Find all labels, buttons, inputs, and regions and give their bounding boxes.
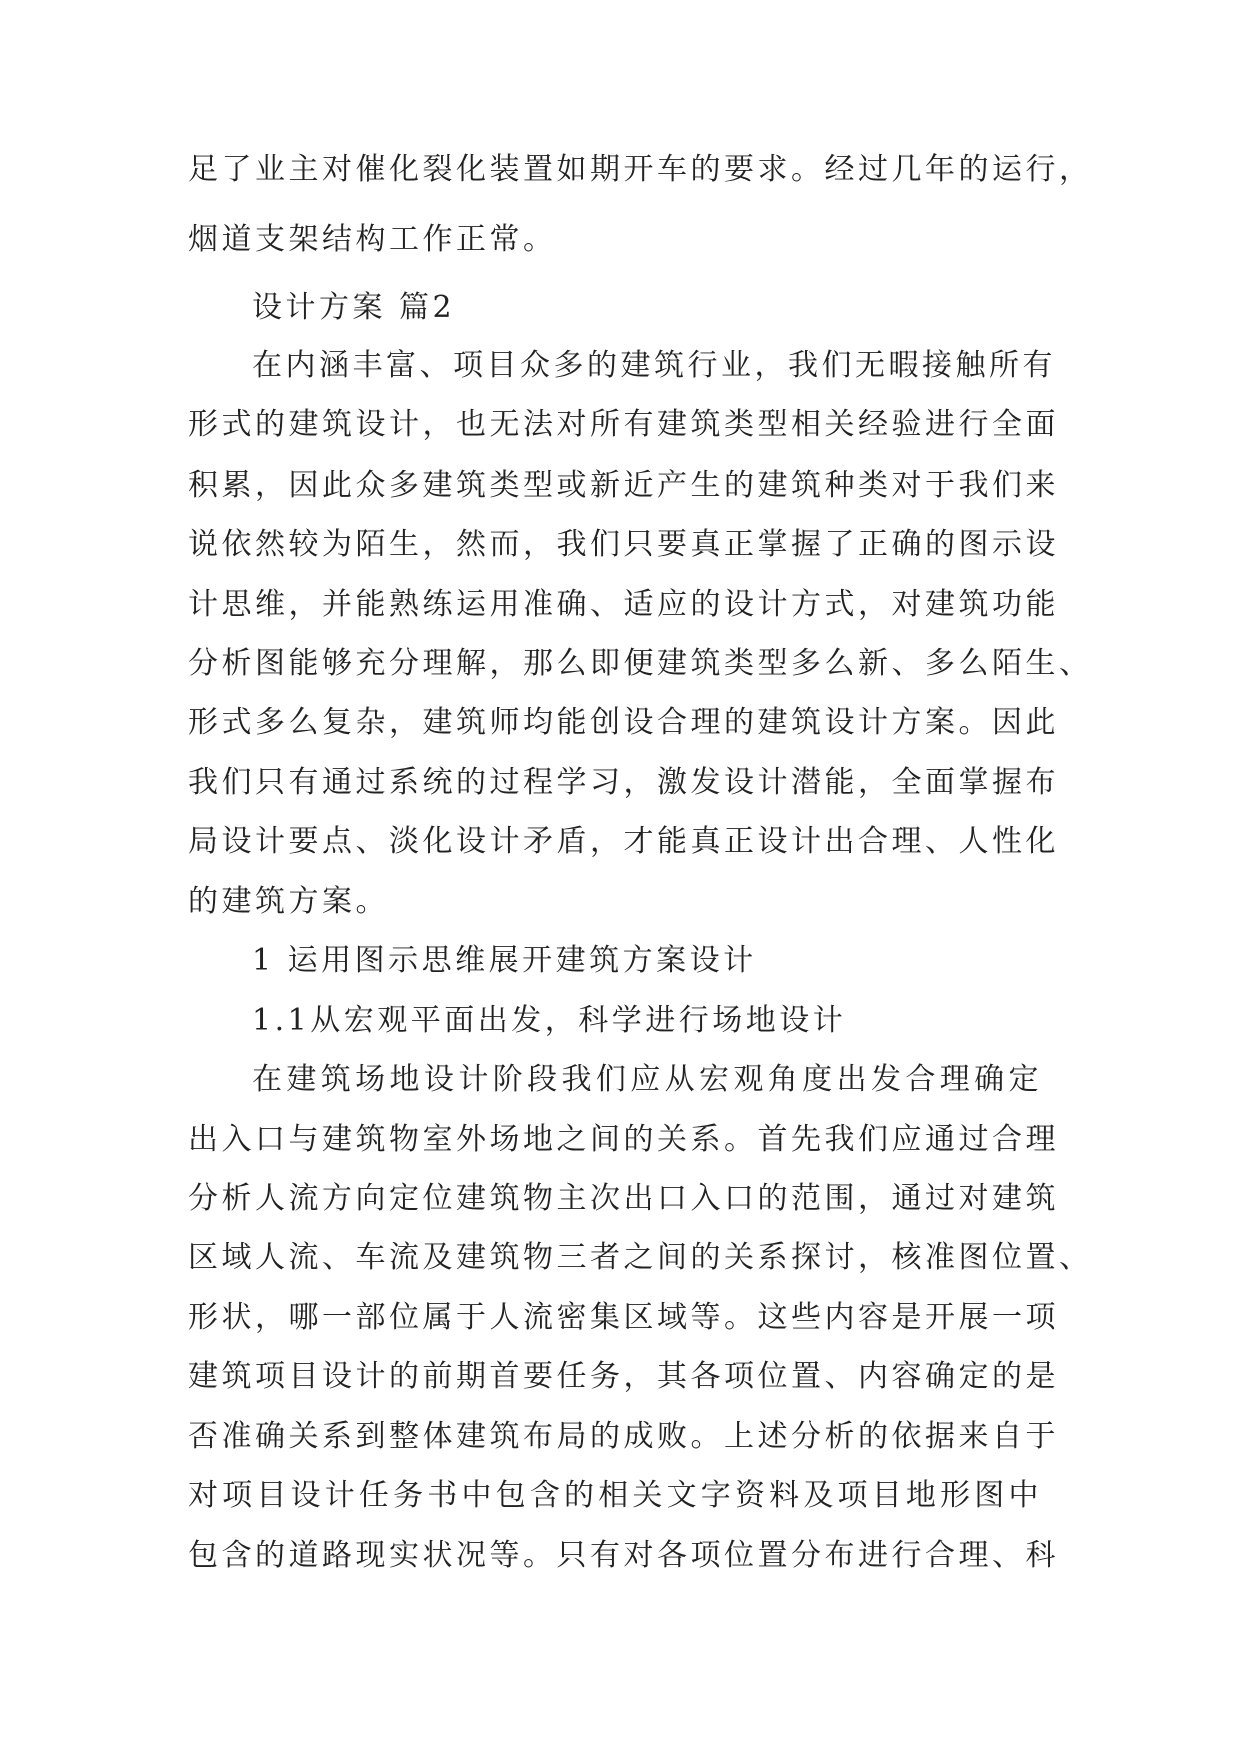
- text-line: 积累，因此众多建筑类型或新近产生的建筑种类对于我们来: [188, 468, 1059, 503]
- text-line: 否准确关系到整体建筑布局的成败。上述分析的依据来自于: [188, 1419, 1059, 1454]
- text-line: 建筑项目设计的前期首要任务，其各项位置、内容确定的是: [188, 1359, 1059, 1394]
- text-line: 足了业主对催化裂化装置如期开车的要求。经过几年的运行，: [188, 152, 1093, 187]
- section-heading: 1 运用图示思维展开建筑方案设计: [252, 943, 757, 978]
- text-line: 形状，哪一部位属于人流密集区域等。这些内容是开展一项: [188, 1300, 1059, 1335]
- text-line: 形式多么复杂，建筑师均能创设合理的建筑设计方案。因此: [188, 705, 1059, 740]
- text-line: 分析人流方向定位建筑物主次出口入口的范围，通过对建筑: [188, 1181, 1059, 1216]
- text-line: 在建筑场地设计阶段我们应从宏观角度出发合理确定: [252, 1062, 1042, 1097]
- text-line: 包含的道路现实状况等。只有对各项位置分布进行合理、科: [188, 1538, 1059, 1573]
- text-line: 烟道支架结构工作正常。: [188, 222, 557, 257]
- text-line: 出入口与建筑物室外场地之间的关系。首先我们应通过合理: [188, 1122, 1059, 1157]
- section-heading: 设计方案 篇2: [252, 290, 456, 325]
- text-line: 对项目设计任务书中包含的相关文字资料及项目地形图中: [188, 1478, 1042, 1513]
- text-line: 区域人流、车流及建筑物三者之间的关系探讨，核准图位置、: [188, 1240, 1093, 1275]
- text-line: 计思维，并能熟练运用准确、适应的设计方式，对建筑功能: [188, 587, 1059, 622]
- text-line: 在内涵丰富、项目众多的建筑行业，我们无暇接触所有: [252, 348, 1056, 383]
- text-line: 我们只有通过系统的过程学习，激发设计潜能，全面掌握布: [188, 765, 1059, 800]
- subsection-heading: 1.1从宏观平面出发，科学进行场地设计: [252, 1003, 847, 1038]
- text-line: 说依然较为陌生，然而，我们只要真正掌握了正确的图示设: [188, 527, 1059, 562]
- text-line: 的建筑方案。: [188, 884, 389, 919]
- text-line: 形式的建筑设计，也无法对所有建筑类型相关经验进行全面: [188, 407, 1059, 442]
- text-line: 分析图能够充分理解，那么即便建筑类型多么新、多么陌生、: [188, 646, 1093, 681]
- text-line: 局设计要点、淡化设计矛盾，才能真正设计出合理、人性化: [188, 824, 1059, 859]
